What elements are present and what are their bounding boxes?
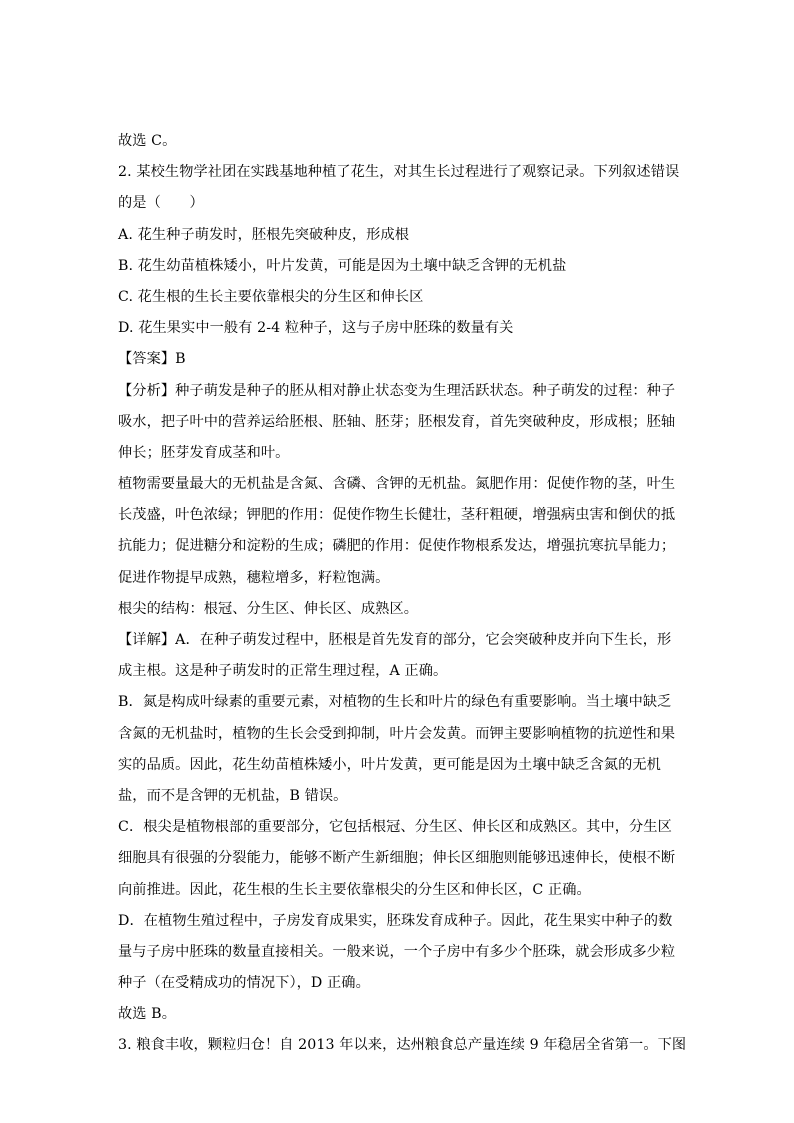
question-2-option-c: C. 花生根的生长主要依靠根尖的分生区和伸长区 xyxy=(118,288,424,305)
question-3-stem: 3. 粮食丰收，颗粒归仓！自 2013 年以来，达州粮食总产量连续 9 年稳居全省第一。下图 xyxy=(118,1037,687,1054)
detail-line: C．根尖是植物根部的重要部分，它包括根冠、分生区、伸长区和成熟区。其中，分生区 xyxy=(118,819,672,836)
detail-line: 盐，而不是含钾的无机盐，B 错误。 xyxy=(118,787,348,804)
analysis-line: 根尖的结构：根冠、分生区、伸长区、成熟区。 xyxy=(118,600,419,617)
detail-line: B．氮是构成叶绿素的重要元素，对植物的生长和叶片的绿色有重要影响。当土壤中缺乏 xyxy=(118,694,672,711)
question-2-stem-cont: 的是（ ） xyxy=(118,195,204,212)
analysis-line: 抗能力；促进糖分和淀粉的生成；磷肥的作用：促使作物根系发达，增强抗寒抗旱能力； xyxy=(118,538,676,555)
detail-line: 量与子房中胚珠的数量直接相关。一般来说，一个子房中有多少个胚珠，就会形成多少粒 xyxy=(118,943,676,960)
detail-line: 成主根。这是种子萌发时的正常生理过程，A 正确。 xyxy=(118,663,448,680)
analysis-line: 吸水，把子叶中的营养运给胚根、胚轴、胚芽；胚根发育，首先突破种皮，形成根；胚轴 xyxy=(118,413,676,430)
analysis-line: 长茂盛，叶色浓绿；钾肥的作用：促使作物生长健壮，茎秆粗硬，增强病虫害和倒伏的抵 xyxy=(118,507,676,524)
detail-line: D．在植物生殖过程中，子房发育成果实，胚珠发育成种子。因此，花生果实中种子的数 xyxy=(118,912,673,929)
question-2-conclusion: 故选 B。 xyxy=(118,1006,176,1023)
analysis-line: 【分析】种子萌发是种子的胚从相对静止状态变为生理活跃状态。种子萌发的过程：种子 xyxy=(118,382,676,399)
analysis-line: 植物需要量最大的无机盐是含氮、含磷、含钾的无机盐。氮肥作用：促使作物的茎，叶生 xyxy=(118,476,676,493)
text-line-conclusion-prev: 故选 C。 xyxy=(118,133,177,149)
detail-line: 含氮的无机盐时，植物的生长会受到抑制，叶片会发黄。而钾主要影响植物的抗逆性和果 xyxy=(118,725,676,742)
detail-line: 向前推进。因此，花生根的生长主要依靠根尖的分生区和伸长区，C 正确。 xyxy=(118,881,591,898)
question-2-option-a: A. 花生种子萌发时，胚根先突破种皮，形成根 xyxy=(118,226,410,243)
detail-line: 种子（在受精成功的情况下），D 正确。 xyxy=(118,975,370,992)
document-body xyxy=(118,126,687,1062)
question-2-answer: 【答案】B xyxy=(118,351,186,368)
analysis-line: 伸长；胚芽发育成茎和叶。 xyxy=(118,444,290,461)
question-2-stem: 2. 某校生物学社团在实践基地种植了花生，对其生长过程进行了观察记录。下列叙述错误 xyxy=(118,164,680,181)
analysis-line: 促进作物提早成熟，穗粒增多，籽粒饱满。 xyxy=(118,569,390,586)
question-2-option-b: B. 花生幼苗植株矮小，叶片发黄，可能是因为土壤中缺乏含钾的无机盐 xyxy=(118,257,567,274)
question-2-option-d: D. 花生果实中一般有 2-4 粒种子，这与子房中胚珠的数量有关 xyxy=(118,320,514,337)
detail-line: 实的品质。因此，花生幼苗植株矮小，叶片发黄，更可能是因为土壤中缺乏含氮的无机 xyxy=(118,756,661,773)
detail-line: 细胞具有很强的分裂能力，能够不断产生新细胞；伸长区细胞则能够迅速伸长，使根不断 xyxy=(118,850,676,867)
detail-line: 【详解】A．在种子萌发过程中，胚根是首先发育的部分，它会突破种皮并向下生长，形 xyxy=(118,632,672,648)
